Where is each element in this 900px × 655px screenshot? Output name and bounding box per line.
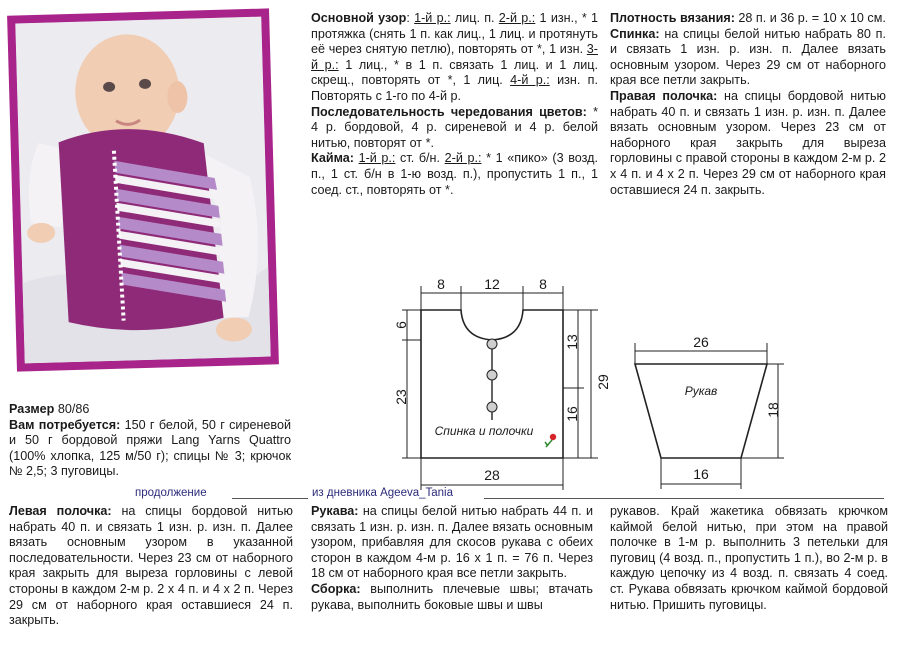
assembly-value: выполнить плечевые швы; втачать рукава, выполнить боковые швы и швы — [311, 581, 593, 612]
left-front-label: Левая полочка: — [9, 504, 112, 518]
edging-row2-text: * 1 «пико» (3 возд. п., 1 ст. б/н в 1-ю возд. п.), пропустить 1 п., 1 соед. ст., повторять от *. — [311, 151, 598, 197]
flower-icon — [545, 434, 556, 447]
pattern-label: Основной узор — [311, 11, 407, 25]
body-label: Спинка и полочки — [434, 424, 534, 438]
back-label: Спинка: — [610, 26, 660, 41]
dim-top-left: 8 — [437, 276, 445, 292]
materials-value: 150 г белой, 50 г сиреневой и 50 г бордовой пряжи Lang Yarns Quattro (100% хлопка, 125 м/50 г); спицы № 3; крючок № 2,5; 3 пуговицы. — [9, 417, 291, 479]
button-2 — [487, 370, 497, 380]
finish-text: рукавов. Край жакетика обвязать крючком каймой белой нитью, при этом на правой полочке в 1-м р. выполнить 3 петельки для пуговиц (4 возд. п., пропустить 1 п.), во 2-м р. в каждую цепочку из 4 возд. п. связать 4 соед. ст. Рукава обвязать крючком каймой бордовой нитью. Пришить пуговицы. — [610, 504, 888, 612]
right-column-text — [610, 11, 886, 198]
dim-right-lower: 16 — [564, 406, 580, 422]
right-front-text: на спицы бордовой нитью набрать 40 п. и связать 1 изн. р. изн. п. Далее вязать основным узором. Через 23 см от наборного края закрыть для выреза горловины с правой стороны в каждом 2-м р. 2 х 4 п. и 4 х 2 п. Через 29 см от наборного края оставшиеся 24 п. закрыть. — [610, 88, 887, 197]
baby-illustration — [15, 17, 270, 364]
edging-row1-text: ст. б/н. — [395, 151, 445, 166]
materials-text — [9, 402, 291, 480]
dim-right-total: 29 — [595, 374, 611, 390]
dim-left-upper: 6 — [393, 321, 409, 329]
gauge-label: Плотность вязания: — [610, 11, 735, 25]
size-label: Размер — [9, 402, 55, 416]
back-text: на спицы белой нитью набрать 80 п. и связать 1 изн. р. изн. п. Далее вязать основным узором. Через 29 см от наборного края все петли закрыть. — [610, 26, 886, 88]
sleeve-label: Рукав — [684, 384, 718, 398]
separator-source: из дневника Ageeva_Tania — [312, 487, 453, 499]
sleeve-text-label: Рукава: — [311, 504, 359, 518]
pattern-text: Основной узор: 1-й р.: лиц. п. 2-й р.: 1 изн., * 1 протяжка (снять 1 п. как лиц., 1 лиц. и протянуть её через снятую петлю), повторять от *, 1 изн. 3-й р.: 1 лиц., * в 1 п. связать 1 лиц. и 1 лиц. скрещ., повторять от *, 1 лиц. 4-й р.: изн. п. Повторять с 1-го по 4-й р. Последовательность чередования цветов: * 4 р. бордовой, 4 р. сиреневой и 4 р. белой нитью, повторят от *. Кайма: 1-й р.: ст. б/н. 2-й р.: * 1 «пико» (3 возд. п., 1 ст. б/н в 1-ю возд. п.), пропустить 1 п., 1 соед. ст., повторять от *. — [311, 11, 599, 197]
edging-row1-label: 1-й р.: — [358, 151, 396, 166]
edging-label: Кайма: — [311, 151, 354, 166]
materials-label: Вам потребуется: — [9, 417, 121, 432]
assembly-label: Сборка: — [311, 581, 361, 596]
sleeve-text-value: на спицы белой нитью набрать 44 п. и связать 1 изн. р. изн. п. Далее вязать основным узором, прибавляя для скосов рукава с обеих сторон в каждом 4-м р. 16 х 1 п. = 76 п. Через 18 см от наборного края все петли закрыть. — [311, 504, 593, 581]
sleeve-outline — [635, 364, 767, 458]
separator-line-left — [232, 498, 308, 499]
colors-seq-label: Последовательность чередования цветов: — [311, 104, 587, 119]
left-front-text — [9, 504, 293, 629]
dim-sleeve-top: 26 — [693, 334, 709, 350]
dim-left-lower: 23 — [393, 389, 409, 405]
pattern-row3-label: 3-й р.: — [311, 42, 598, 72]
baby-photo — [15, 17, 270, 364]
dim-bottom: 28 — [484, 467, 500, 483]
dim-right-upper: 13 — [564, 334, 580, 350]
sleeve-assembly-text — [311, 504, 593, 613]
button-3 — [487, 402, 497, 412]
dim-top-right: 8 — [539, 276, 547, 292]
pattern-row1-label: 1-й р.: — [414, 11, 451, 25]
button-1 — [487, 339, 497, 349]
size-text: 80/86 — [54, 402, 90, 416]
pattern-row3-text: 1 лиц., * в 1 п. связать 1 лиц. и 1 лиц. скрещ., повторять от *, 1 лиц. — [311, 57, 598, 88]
pattern-row4-label: 4-й р.: — [510, 73, 550, 88]
gauge-text: 28 п. и 36 р. = 10 х 10 см. — [734, 11, 886, 25]
photo-frame — [7, 8, 279, 371]
pattern-diagram — [380, 270, 800, 490]
pattern-row2-text: 1 изн., * 1 протяжка (снять 1 п. как лиц., 1 лиц. и протянуть её через снятую петлю), повторять от *, 1 изн. — [311, 11, 599, 57]
pattern-row1-text: лиц. п. — [450, 11, 499, 25]
pattern-row4-text: изн. п. Повторять с 1-го по 4-й р. — [311, 73, 598, 103]
dim-sleeve-side: 18 — [765, 402, 781, 418]
colors-seq-text: * 4 р. бордовой, 4 р. сиреневой и 4 р. белой нитью, повторят от *. — [311, 104, 598, 150]
separator-line-right — [484, 498, 884, 499]
dim-sleeve-bottom: 16 — [693, 466, 709, 482]
pattern-row2-label: 2-й р.: — [498, 11, 536, 25]
edging-row2-label: 2-й р.: — [444, 151, 482, 166]
separator-continued: продолжение — [135, 487, 207, 499]
dim-top-mid: 12 — [484, 276, 500, 292]
right-front-label: Правая полочка: — [610, 88, 718, 103]
left-front-value: на спицы бордовой нитью набрать 40 п. и связать 1 изн. р. изн. п. Далее вязать основным узором в указанной последовательности. Через 23 см от наборного края закрыть для выреза горловины с левой стороны в каждом 2-м р. 2 х 4 п. и 4 х 2 п. Через 29 см от наборного края оставшиеся 24 п. закрыть. — [9, 504, 293, 628]
